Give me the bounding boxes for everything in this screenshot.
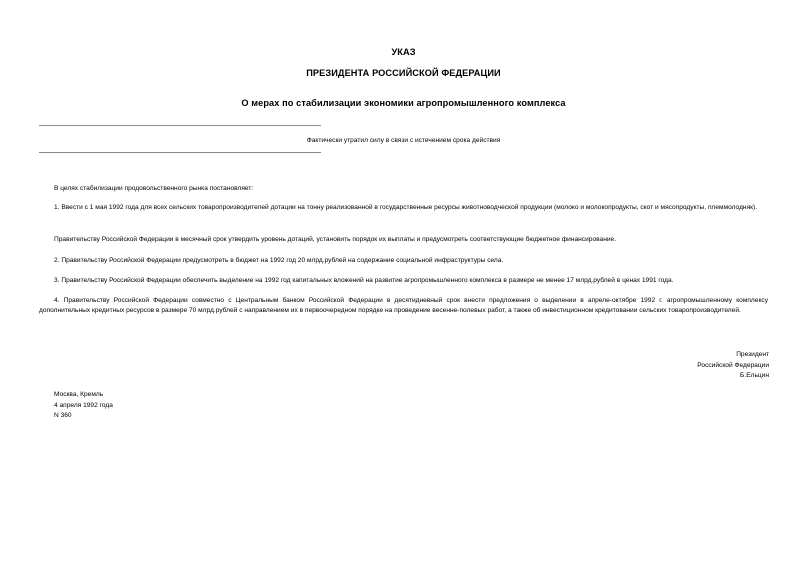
issuer-title: ПРЕЗИДЕНТА РОССИЙСКОЙ ФЕДЕРАЦИИ: [306, 68, 501, 78]
document-subject-title: О мерах по стабилизации экономики агропромышленного комплекса: [241, 98, 566, 108]
document-type-title: УКАЗ: [391, 47, 416, 57]
issue-details: [54, 390, 113, 422]
paragraph-2: 2. Правительству Российской Федерации предусмотреть в бюджет на 1992 год 20 млрд.рублей на содержание социальной инфраструктуры села.: [54, 257, 504, 264]
paragraph-4: 4. Правительству Российской Федерации совместно с Центральным банком Российской Федерации в десятидневный срок внести предложения о выделении в апреле-октябре 1992 г. агропромышленному комплексу дополнительных кредитных ресурсов в размере 70 млрд.рублей с направлением их в первоочередном порядке на проведение весенне-полевых работ, а также об инвестиционном кредитовании сельских товаропроизводителей.: [39, 297, 768, 315]
status-divider-top: [39, 125, 321, 126]
paragraph-1: 1. Ввести с 1 мая 1992 года для всех сельских товаропроизводителей дотации на тонну реализованной в государственные ресурсы животноводческой продукции (молоко и молокопродукты, скот и мясопродукты, племмолодняк).: [54, 204, 758, 211]
issue-number: N 360: [54, 412, 72, 420]
signature-block: [697, 350, 769, 382]
issue-place: Москва, Кремль: [54, 391, 104, 398]
status-note: Фактически утратил силу в связи с истечением срока действия: [306, 137, 501, 144]
paragraph-3: 3. Правительству Российской Федерации обеспечить выделение на 1992 год капитальных вложений на развитие агропромышленного комплекса в размере не менее 17 млрд.рублей в ценах 1991 года.: [54, 277, 674, 284]
issue-date: 4 апреля 1992 года: [54, 401, 113, 409]
paragraph-1-continuation: Правительству Российской Федерации в месячный срок утвердить уровень дотаций, установить порядок их выплаты и предусмотреть соответствующие бюджетное финансирование.: [54, 236, 617, 243]
signature-position: Президент: [736, 351, 769, 358]
paragraph-intro: В целях стабилизации продовольственного рынка постановляет:: [54, 185, 254, 192]
signature-country: Российской Федерации: [697, 361, 769, 369]
signature-name: Б.Ельцин: [740, 372, 769, 380]
status-divider-bottom: [39, 152, 321, 153]
